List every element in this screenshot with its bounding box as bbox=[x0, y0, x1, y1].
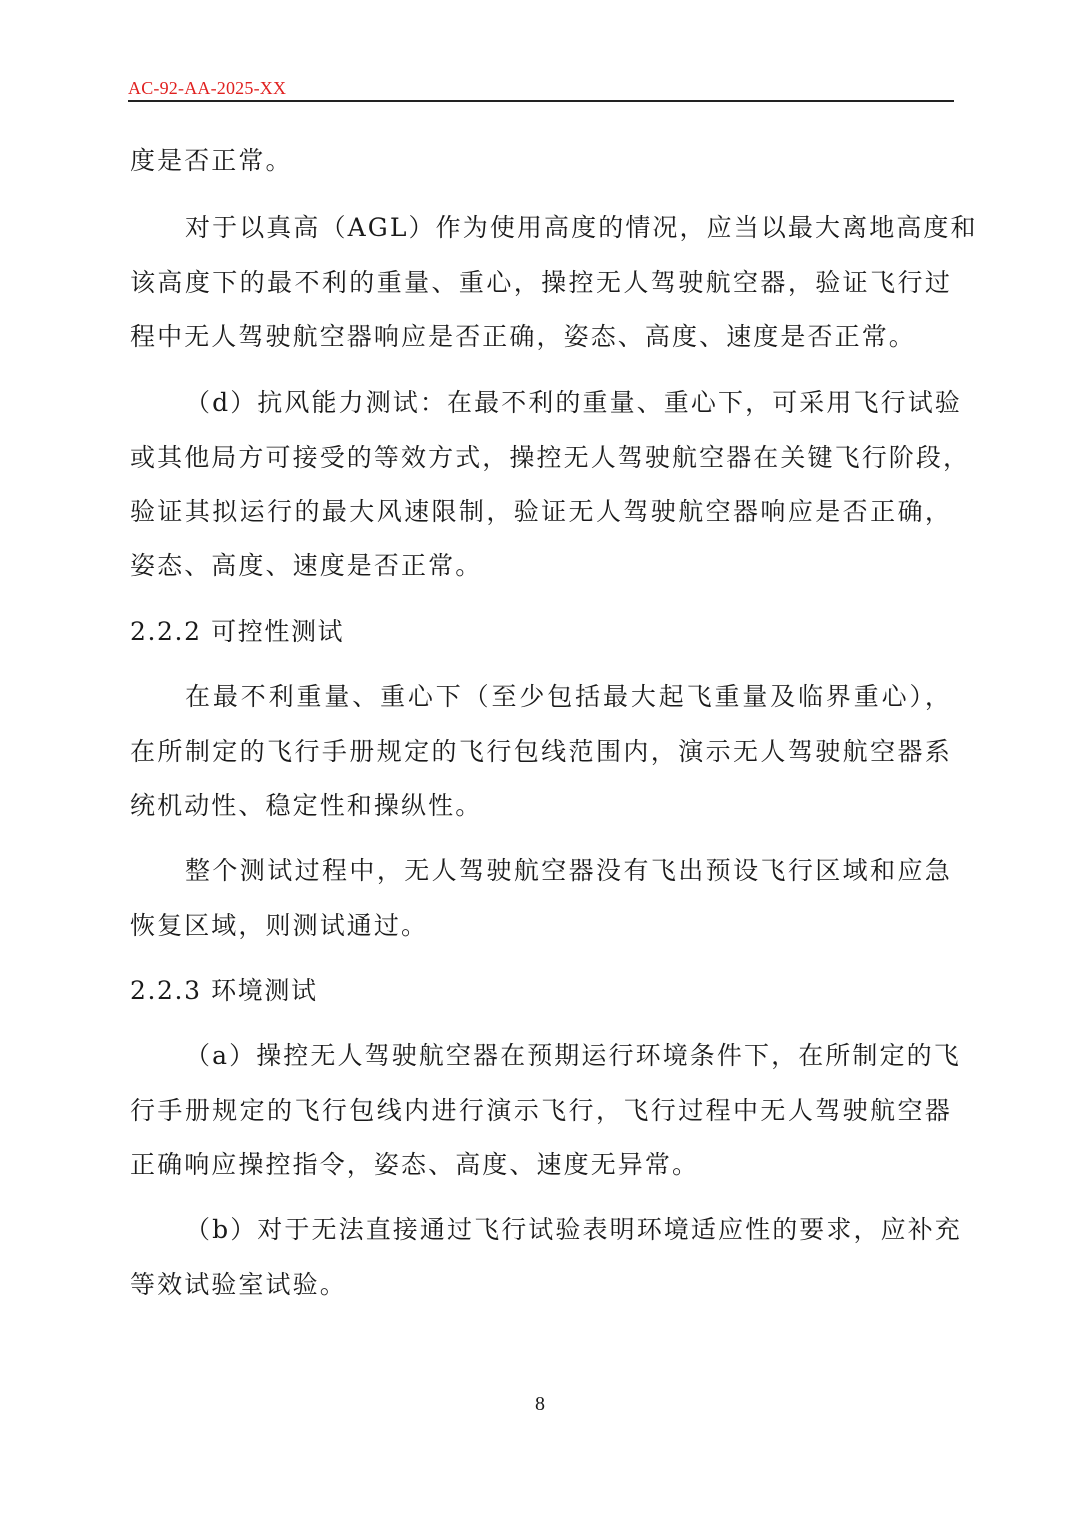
paragraph-line: 恢复区域，则测试通过。 bbox=[130, 911, 429, 940]
section-heading-2-2-2: 2.2.2 可控性测试 bbox=[130, 617, 345, 646]
paragraph-line: 整个测试过程中，无人驾驶航空器没有飞出预设飞行区域和应急 bbox=[185, 856, 952, 885]
paragraph-line: 验证其拟运行的最大风速限制，验证无人驾驶航空器响应是否正确， bbox=[130, 497, 952, 526]
paragraph-line: 度是否正常。 bbox=[130, 146, 293, 175]
document-number-header: AC-92-AA-2025-XX bbox=[128, 78, 287, 98]
page-number: 8 bbox=[535, 1393, 545, 1415]
paragraph-line: 统机动性、稳定性和操纵性。 bbox=[130, 791, 483, 820]
paragraph-line: 在所制定的飞行手册规定的飞行包线范围内，演示无人驾驶航空器系 bbox=[130, 737, 952, 766]
paragraph-line: 等效试验室试验。 bbox=[130, 1270, 347, 1299]
paragraph-line: 正确响应操控指令，姿态、高度、速度无异常。 bbox=[130, 1150, 700, 1179]
paragraph-line: 行手册规定的飞行包线内进行演示飞行，飞行过程中无人驾驶航空器 bbox=[130, 1096, 952, 1125]
paragraph-line: 对于以真高（AGL）作为使用高度的情况，应当以最大离地高度和 bbox=[185, 213, 978, 242]
section-heading-2-2-3: 2.2.3 环境测试 bbox=[130, 976, 318, 1005]
paragraph-line: 姿态、高度、速度是否正常。 bbox=[130, 551, 483, 580]
paragraph-line: （d）抗风能力测试：在最不利的重量、重心下，可采用飞行试验 bbox=[185, 388, 962, 417]
paragraph-line: 该高度下的最不利的重量、重心，操控无人驾驶航空器，验证飞行过 bbox=[130, 268, 952, 297]
paragraph-line: 或其他局方可接受的等效方式，操控无人驾驶航空器在关键飞行阶段， bbox=[130, 443, 971, 472]
paragraph-line: 程中无人驾驶航空器响应是否正确，姿态、高度、速度是否正常。 bbox=[130, 322, 916, 351]
paragraph-line: 在最不利重量、重心下（至少包括最大起飞重量及临界重心）， bbox=[185, 682, 952, 711]
paragraph-line: （a）操控无人驾驶航空器在预期运行环境条件下，在所制定的飞 bbox=[185, 1041, 961, 1070]
paragraph-line: （b）对于无法直接通过飞行试验表明环境适应性的要求，应补充 bbox=[185, 1215, 962, 1244]
header-divider bbox=[128, 100, 954, 102]
